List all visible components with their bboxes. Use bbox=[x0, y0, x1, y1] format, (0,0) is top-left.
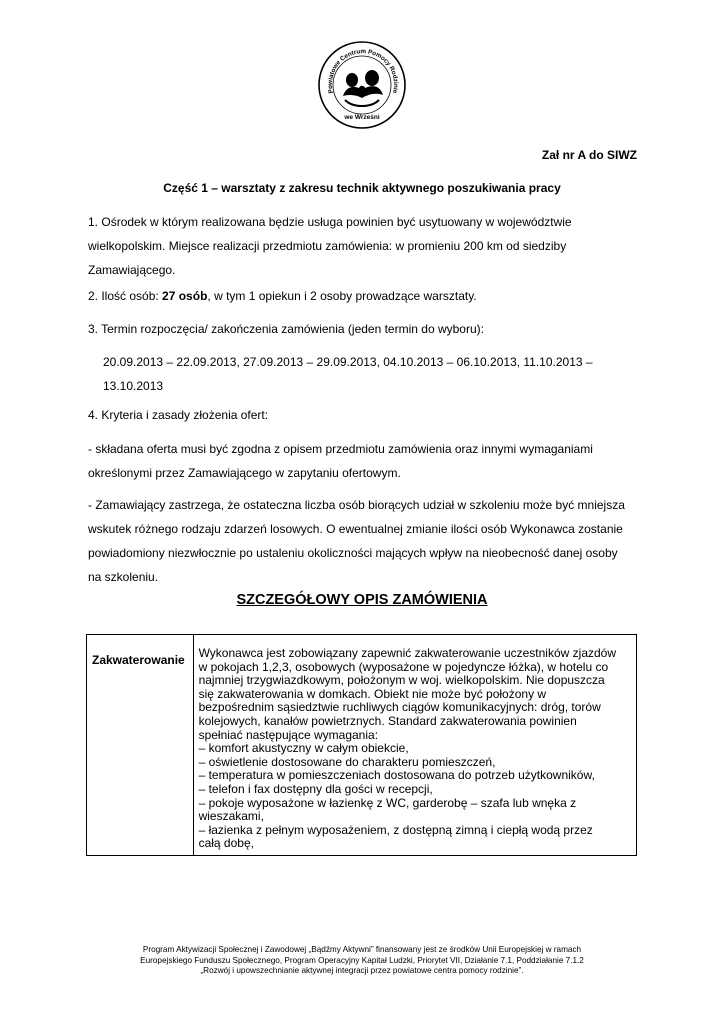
footer: Program Aktywizacji Społecznej i Zawodowej „Bądźmy Aktywni” finansowany jest ze środków Unii Europejskiej w ramach Europejskiego Funduszu Społecznego, Program Operacyjny Kapitał Ludzki, Priorytet VII, Działanie 7.1, Poddziałanie 7.1.2 „Rozwój i upowszechnianie aktywnej integracji przez powiatowe centra pomocy rodzinie”. bbox=[140, 945, 584, 975]
item-1: 1. Ośrodek w którym realizowana będzie usługa powinien być usytuowany w województwie wielkopolskim. Miejsce realizacji przedmiotu zamówienia: w promieniu 200 km od siedziby Zamawiającego. bbox=[88, 215, 572, 277]
logo-arc-text: Powiatowe Centrum Pomocy Rodzinie bbox=[326, 48, 400, 95]
item-4: 4. Kryteria i zasady złożenia ofert: bbox=[88, 408, 269, 422]
table-row bbox=[87, 635, 637, 856]
section-heading: SZCZEGÓŁOWY OPIS ZAMÓWIENIA bbox=[236, 592, 488, 608]
part-title: Część 1 – warsztaty z zakresu technik aktywnego poszukiwania pracy bbox=[163, 181, 561, 195]
criteria-bullet-2: - Zamawiający zastrzega, że ostateczna liczba osób biorących udział w szkoleniu może być mniejsza wskutek różnego rodzaju zdarzeń losowych. O ewentualnej zmianie ilości osób Wykonawca zostanie powiadomiony niezwłocznie po ustaleniu okoliczności mających wpływ na nieobecność danej osoby na szkoleniu. bbox=[88, 498, 625, 584]
pcpr-logo bbox=[317, 40, 407, 130]
specification-table bbox=[86, 634, 637, 856]
logo-bottom-text: we Wrześni bbox=[344, 114, 380, 121]
row-content: Wykonawca jest zobowiązany zapewnić zakwaterowanie uczestników zjazdów w pokojach 1,2,3, osobowych (wyposażone w pojedyncze łóżka), w hotelu co najmniej trzygwiazdkowym, położonym w woj. wielkopolskim. Nie dopuszcza się zakwaterowania w domkach. Obiekt nie może być położony w bezpośrednim sąsiedztwie ruchliwych ciągów komunikacyjnych: dróg, torów kolejowych, kanałów powietrznych. Standard zakwaterowania powinien spełniać następujące wymagania: – komfort akustyczny w całym obiekcie, – oświetlenie dostosowane do charakteru pomieszczeń, – temperatura w pomieszczeniach dostosowana do potrzeb użytkowników, – telefon i fax dostępny dla gości w recepcji, – pokoje wyposażone w łazienkę z WC, garderobę – szafa lub wnęka z wieszakami, – łazienka z pełnym wyposażeniem, z dostępną zimną i ciepłą wodą przez całą dobę, bbox=[193, 635, 636, 856]
row-label: Zakwaterowanie bbox=[87, 635, 194, 856]
date-options: 20.09.2013 – 22.09.2013, 27.09.2013 – 29.09.2013, 04.10.2013 – 06.10.2013, 11.10.2013 – 13.10.2013 bbox=[103, 355, 593, 393]
item-2: 2. Ilość osób: 27 osób, w tym 1 opiekun i 2 osoby prowadzące warsztaty. bbox=[88, 289, 477, 303]
attachment-label: Zał nr A do SIWZ bbox=[541, 148, 637, 162]
participant-count: 27 osób bbox=[162, 289, 208, 303]
item-3: 3. Termin rozpoczęcia/ zakończenia zamówienia (jeden termin do wyboru): bbox=[88, 322, 484, 336]
criteria-bullet-1: - składana oferta musi być zgodna z opisem przedmiotu zamówienia oraz innymi wymaganiami określonymi przez Zamawiającego w zapytaniu ofertowym. bbox=[88, 442, 593, 480]
